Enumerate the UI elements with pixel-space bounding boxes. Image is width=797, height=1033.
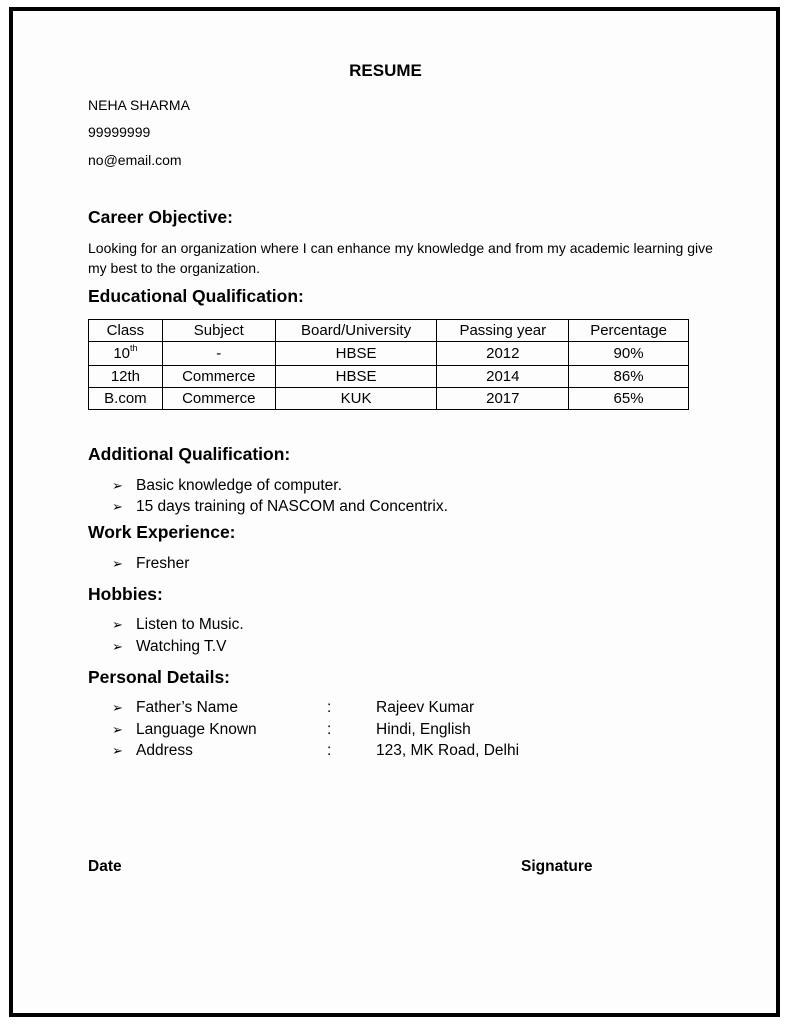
subject-cell: Commerce bbox=[162, 388, 275, 410]
education-table bbox=[88, 319, 689, 410]
arrow-bullet-icon: ➢ bbox=[112, 478, 123, 493]
additional-qualification-heading: Additional Qualification: bbox=[88, 444, 291, 464]
percentage-cell: 86% bbox=[569, 366, 689, 388]
detail-row-fathers-name: ➢ Father’s Name bbox=[112, 699, 238, 716]
detail-row-address: ➢ Address bbox=[112, 742, 193, 759]
education-heading: Educational Qualification: bbox=[88, 286, 304, 306]
detail-separator: : bbox=[327, 721, 332, 738]
personal-details-heading: Personal Details: bbox=[88, 667, 230, 687]
page-title: RESUME bbox=[349, 61, 422, 80]
class-cell: 12th bbox=[89, 366, 163, 388]
list-item: ➢ Watching T.V bbox=[112, 638, 227, 655]
address-value: 123, MK Road, Delhi bbox=[376, 742, 520, 759]
column-header-subject: Subject bbox=[162, 320, 275, 342]
signature-label: Signature bbox=[521, 858, 593, 875]
date-label: Date bbox=[88, 858, 122, 875]
column-header-percentage: Percentage bbox=[569, 320, 689, 342]
board-cell: KUK bbox=[275, 388, 437, 410]
year-cell: 2017 bbox=[437, 388, 569, 410]
percentage-cell: 65% bbox=[569, 388, 689, 410]
detail-row-language: ➢ Language Known bbox=[112, 721, 257, 738]
class-cell: B.com bbox=[89, 388, 163, 410]
column-header-board: Board/University bbox=[275, 320, 437, 342]
arrow-bullet-icon: ➢ bbox=[112, 722, 123, 737]
detail-separator: : bbox=[327, 699, 332, 716]
detail-separator: : bbox=[327, 742, 332, 759]
phone-number: 99999999 bbox=[88, 124, 151, 140]
subject-cell: - bbox=[162, 342, 275, 366]
table-row bbox=[89, 366, 689, 388]
applicant-name: NEHA SHARMA bbox=[88, 97, 190, 113]
board-cell: HBSE bbox=[275, 342, 437, 366]
percentage-cell: 90% bbox=[569, 342, 689, 366]
column-header-class: Class bbox=[89, 320, 163, 342]
arrow-bullet-icon: ➢ bbox=[112, 639, 123, 654]
list-item: ➢ Fresher bbox=[112, 555, 190, 572]
career-objective-text: Looking for an organization where I can enhance my knowledge and from my academic learning give my best to the organization. bbox=[88, 240, 713, 276]
year-cell: 2014 bbox=[437, 366, 569, 388]
list-item: ➢ Basic knowledge of computer. bbox=[112, 477, 342, 494]
email-address: no@email.com bbox=[88, 152, 182, 168]
arrow-bullet-icon: ➢ bbox=[112, 499, 123, 514]
language-value: Hindi, English bbox=[376, 721, 471, 738]
class-cell: 10th bbox=[89, 342, 163, 366]
list-item: ➢ Listen to Music. bbox=[112, 616, 244, 633]
arrow-bullet-icon: ➢ bbox=[112, 617, 123, 632]
board-cell: HBSE bbox=[275, 366, 437, 388]
arrow-bullet-icon: ➢ bbox=[112, 700, 123, 715]
career-objective-heading: Career Objective: bbox=[88, 207, 233, 227]
year-cell: 2012 bbox=[437, 342, 569, 366]
fathers-name-value: Rajeev Kumar bbox=[376, 699, 475, 716]
arrow-bullet-icon: ➢ bbox=[112, 556, 123, 571]
list-item: ➢ 15 days training of NASCOM and Concentrix. bbox=[112, 498, 448, 515]
table-row bbox=[89, 342, 689, 366]
subject-cell: Commerce bbox=[162, 366, 275, 388]
table-row bbox=[89, 388, 689, 410]
table-header-row bbox=[89, 320, 689, 342]
arrow-bullet-icon: ➢ bbox=[112, 743, 123, 758]
work-experience-heading: Work Experience: bbox=[88, 522, 236, 542]
hobbies-heading: Hobbies: bbox=[88, 584, 163, 604]
column-header-year: Passing year bbox=[437, 320, 569, 342]
